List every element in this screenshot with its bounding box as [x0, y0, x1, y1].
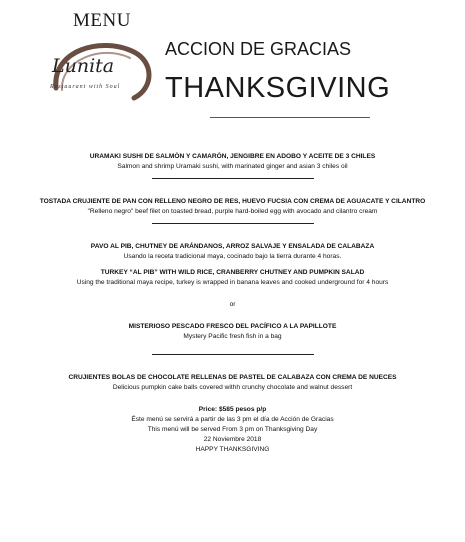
dish-title: MISTERIOSO PESCADO FRESCO DEL PACÍFICO A LA PAPILLOTE — [128, 323, 337, 330]
dish-description: "Relleno negro" beef filet on toasted bread, purple hard-boiled egg with avocado and cilantro cream — [87, 208, 378, 215]
dish-description-en: Using the traditional maya recipe, turkey is wrapped in banana leaves and cooked underground for 4 hours — [76, 279, 389, 286]
course-1 — [0, 152, 465, 172]
dish-description: Delicious pumpkin cake balls covered withh crunchy chocolate and walnut dessert — [112, 384, 353, 391]
page-title: THANKSGIVING — [165, 72, 391, 104]
or-separator: or — [229, 301, 236, 308]
logo-wordmark: Lunita — [52, 55, 115, 77]
price: Price: $585 pesos p/p — [198, 406, 267, 413]
dish-title: PAVO AL PIB, CHUTNEY DE ARÁNDANOS, ARROZ SALVAJE Y ENSALADA DE CALABAZA — [90, 243, 375, 250]
footer — [0, 405, 465, 455]
main-course — [0, 242, 465, 342]
dish-title: TOSTADA CRUJIENTE DE PAN CON RELLENO NEGRO DE RES, HUEVO FUCSIA CON CREMA DE AGUACATE Y CILANTRO — [39, 198, 426, 205]
dish-description: Usando la receta tradicional maya, cocinado bajo la tierra durante 4 horas. — [123, 253, 342, 260]
menu-content — [0, 152, 465, 455]
dessert — [0, 373, 465, 393]
dish-title: CRUJIENTES BOLAS DE CHOCOLATE RELLENAS DE PASTEL DE CALABAZA CON CREMA DE NUECES — [68, 374, 397, 381]
dish-description: Mystery Pacific fresh fish in a bag — [183, 333, 282, 340]
dish-title: URAMAKI SUSHI DE SALMÒN Y CAMARÒN, JENGIBRE EN ADOBO Y ACEITE DE 3 CHILES — [89, 153, 376, 160]
menu-heading: MENU — [73, 10, 131, 31]
greeting: HAPPY THANKSGIVING — [195, 446, 270, 453]
note-es: Éste menú se servirá a partir de las 3 pm el día de Acción de Gracias — [131, 416, 334, 423]
dish-title-en: TURKEY “AL PIB” WITH WILD RICE, CRANBERRY CHUTNEY AND PUMPKIN SALAD — [100, 269, 365, 276]
note-en: This menú will be served From 3 pm on Thanksgiving Day — [147, 426, 318, 433]
date: 22 Noviembre 2018 — [203, 436, 262, 443]
header-divider — [210, 117, 370, 118]
course-2 — [0, 197, 465, 217]
logo-tagline: Restaurant with Soul — [50, 84, 121, 90]
dish-description: Salmon and shrimp Uramaki sushi, with marinated ginger and asian 3 chiles oil — [117, 163, 348, 170]
page-subtitle: ACCION DE GRACIAS — [165, 39, 352, 59]
